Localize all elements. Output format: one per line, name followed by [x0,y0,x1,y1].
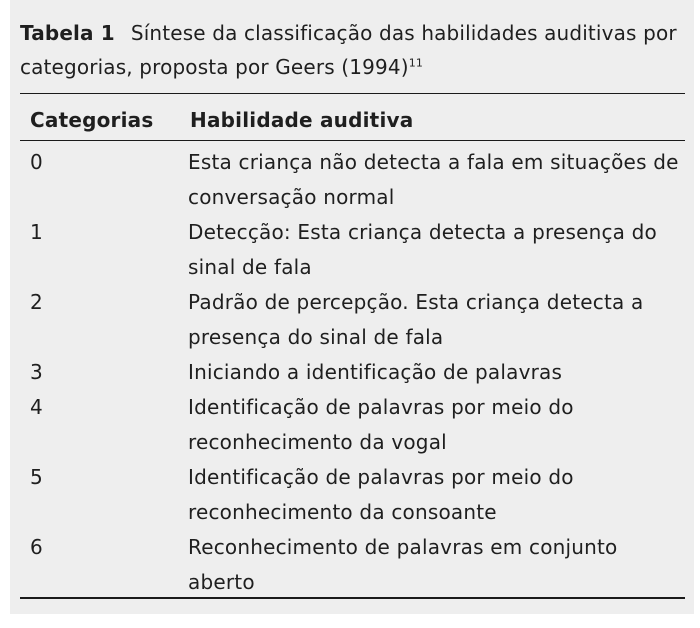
ability-cell: Iniciando a identificação de palavras [188,360,563,384]
category-cell: 3 [30,360,43,384]
header-categorias: Categorias [30,108,154,132]
caption-reference: 11 [408,56,424,70]
category-cell: 4 [30,395,43,419]
header-habilidade-auditiva: Habilidade auditiva [190,108,414,132]
table-row [0,390,700,460]
category-cell: 5 [30,465,43,489]
caption-label: Tabela 1 [20,21,115,45]
ability-cell: Esta criança não detecta a fala em situações de conversação normal [188,150,679,209]
ability-cell: Identificação de palavras por meio do reconhecimento da consoante [188,465,574,524]
ability-cell: Padrão de percepção. Esta criança detecta a presença do sinal de fala [188,290,644,349]
table-row [0,355,700,390]
ability-cell: Identificação de palavras por meio do reconhecimento da vogal [188,395,574,454]
table-row [0,460,700,530]
bottom-rule [20,597,685,599]
ability-cell: Reconhecimento de palavras em conjunto aberto [188,535,618,594]
category-cell: 6 [30,535,43,559]
table-row [0,215,700,285]
table-body [0,145,700,600]
table-row [0,145,700,215]
top-rule [20,93,685,94]
table-row [0,530,700,600]
table-row [0,285,700,355]
category-cell: 1 [30,220,43,244]
ability-cell: Detecção: Esta criança detecta a presença do sinal de fala [188,220,657,279]
category-cell: 2 [30,290,43,314]
category-cell: 0 [30,150,43,174]
header-rule [20,140,685,141]
caption-text: Síntese da classificação das habilidades auditivas por categorias, proposta por Geers (1994) [20,21,677,79]
table-caption [20,16,685,84]
